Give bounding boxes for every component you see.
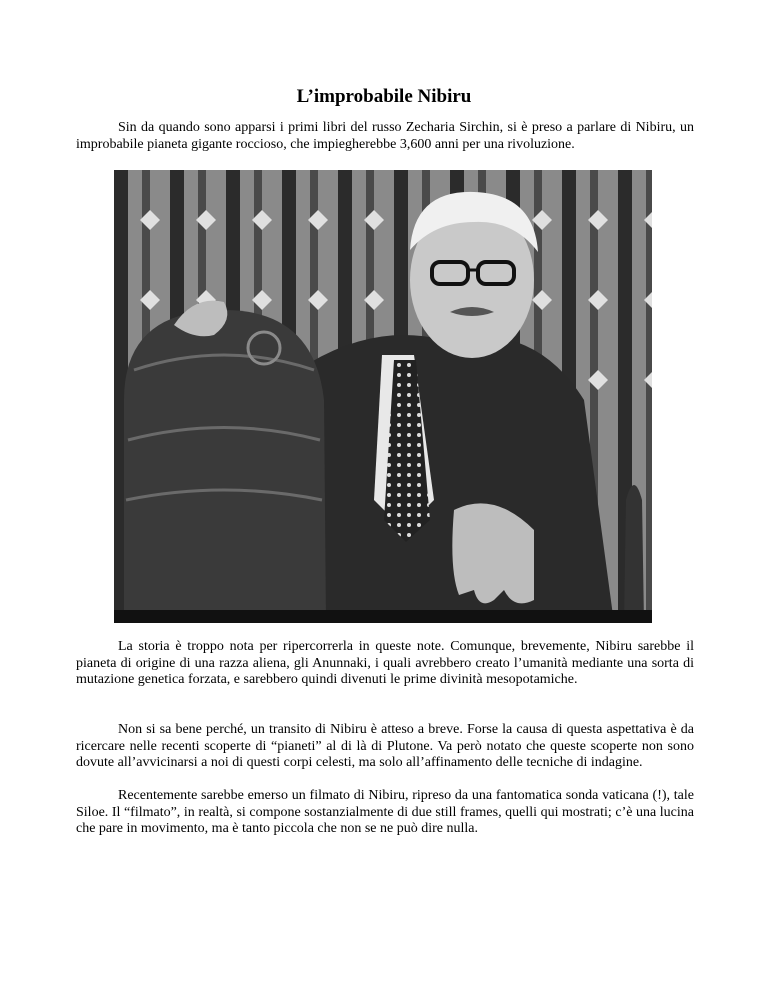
photograph	[114, 170, 652, 623]
photograph-man-with-carved-stone-icon	[114, 170, 652, 623]
paragraph-film: Recentemente sarebbe emerso un filmato di Nibiru, ripreso da una fantomatica sonda vaticana (!), tale Siloe. Il “filmato”, in realtà, si compone sostanzialmente di due still frames, quelli qui mostrati; c’è una lucina che pare in movimento, ma è tanto piccola che non se ne può dire nulla.	[76, 788, 694, 837]
paragraph-story: La storia è troppo nota per ripercorrerla in queste note. Comunque, brevemente, Nibiru sarebbe il pianeta di origine di una razza aliena, gli Anunnaki, i quali avrebbero creato l’umanità mediante una sorta di mutazione genetica forzata, e sarebbero quindi divenuti le prime divinità mesopotamiche.	[76, 639, 694, 688]
paragraph-intro: Sin da quando sono apparsi i primi libri del russo Zecharia Sirchin, si è preso a parlare di Nibiru, un improbabile pianeta gigante roccioso, che impiegherebbe 3,600 anni per una rivoluzione.	[76, 120, 694, 152]
page-title: L’improbabile Nibiru	[296, 86, 472, 107]
paragraph-transit: Non si sa bene perché, un transito di Nibiru è atteso a breve. Forse la causa di questa aspettativa è da ricercare nelle recenti scoperte di “pianeti” al di là di Plutone. Va però notato che queste scoperte non sono dovute all’avvicinarsi a noi di questi corpi celesti, ma solo all’affinamento delle tecniche di indagine.	[76, 722, 694, 771]
